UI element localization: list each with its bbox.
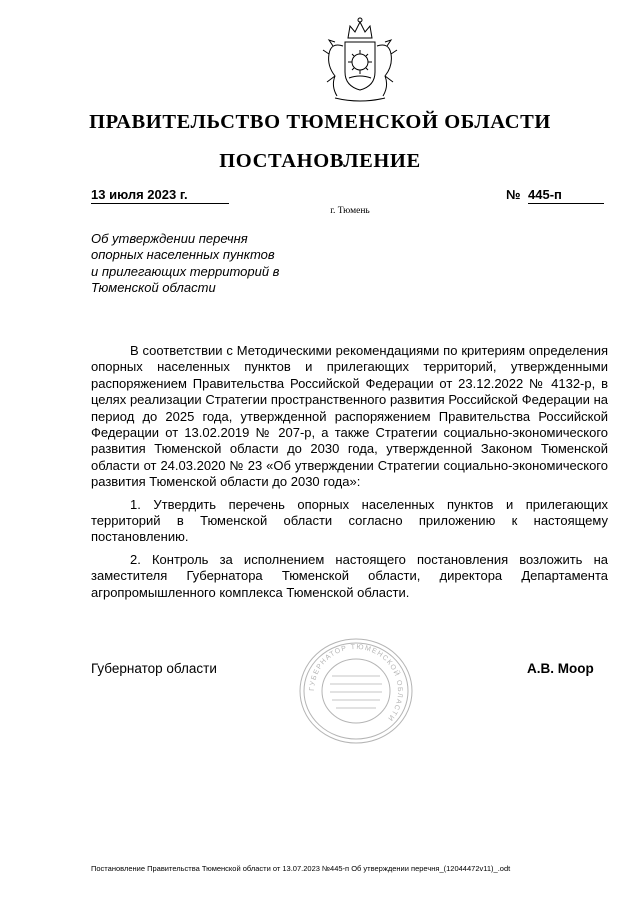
- document-type-title: ПОСТАНОВЛЕНИЕ: [219, 150, 421, 172]
- document-number: 445-п: [528, 187, 604, 204]
- seal-text: ГУБЕРНАТОР ТЮМЕНСКОЙ ОБЛАСТИ: [308, 643, 404, 723]
- signatory-name: А.В. Моор: [527, 661, 594, 676]
- item-2-paragraph: 2. Контроль за исполнением настоящего постановления возложить на заместителя Губернатора Тюменской области, директора Департамента агропромышленного комплекса Тюменской области.: [91, 551, 608, 600]
- government-title: ПРАВИТЕЛЬСТВО ТЮМЕНСКОЙ ОБЛАСТИ: [89, 111, 551, 133]
- item-1-paragraph: 1. Утвердить перечень опорных населенных пунктов и прилегающих территорий в Тюменской области согласно приложению к настоящему постановлению.: [91, 496, 608, 545]
- preamble-paragraph: В соответствии с Методическими рекомендациями по критериям определения опорных населенных пунктов и прилегающих территорий, утвержденными распоряжением Правительства Российской Федерации от 23.12.2022 № 4132-р, в целях реализации Стратегии пространственного развития Российской Федерации на период до 2025 года, утвержденной распоряжением Правительства Российской Федерации от 13.02.2019 № 207-р, а также Стратегии социально-экономического развития Тюменской области до 2030 года, утвержденной Законом Тюменской области от 24.03.2020 № 23 «Об утверждении Стратегии социально-экономического развития Тюменской области до 2030 года»:: [91, 343, 608, 490]
- number-label: №: [506, 187, 521, 202]
- footer-filename: Постановление Правительства Тюменской области от 13.07.2023 №445-п Об утверждении перечня_(12044472v11)_.odt: [91, 864, 511, 873]
- document-date: 13 июля 2023 г.: [91, 187, 229, 204]
- coat-of-arms-icon: [315, 16, 405, 106]
- city-name: г. Тюмень: [330, 206, 370, 216]
- signatory-title: Губернатор области: [91, 661, 217, 676]
- document-body: [91, 343, 608, 607]
- document-subject: [91, 231, 351, 297]
- subject-line: Об утверждении перечня: [91, 231, 248, 246]
- official-seal-icon: [296, 636, 416, 746]
- subject-line: опорных населенных пунктов: [91, 247, 275, 263]
- subject-line: Тюменской области: [91, 280, 216, 296]
- subject-line: и прилегающих территорий в: [91, 263, 280, 279]
